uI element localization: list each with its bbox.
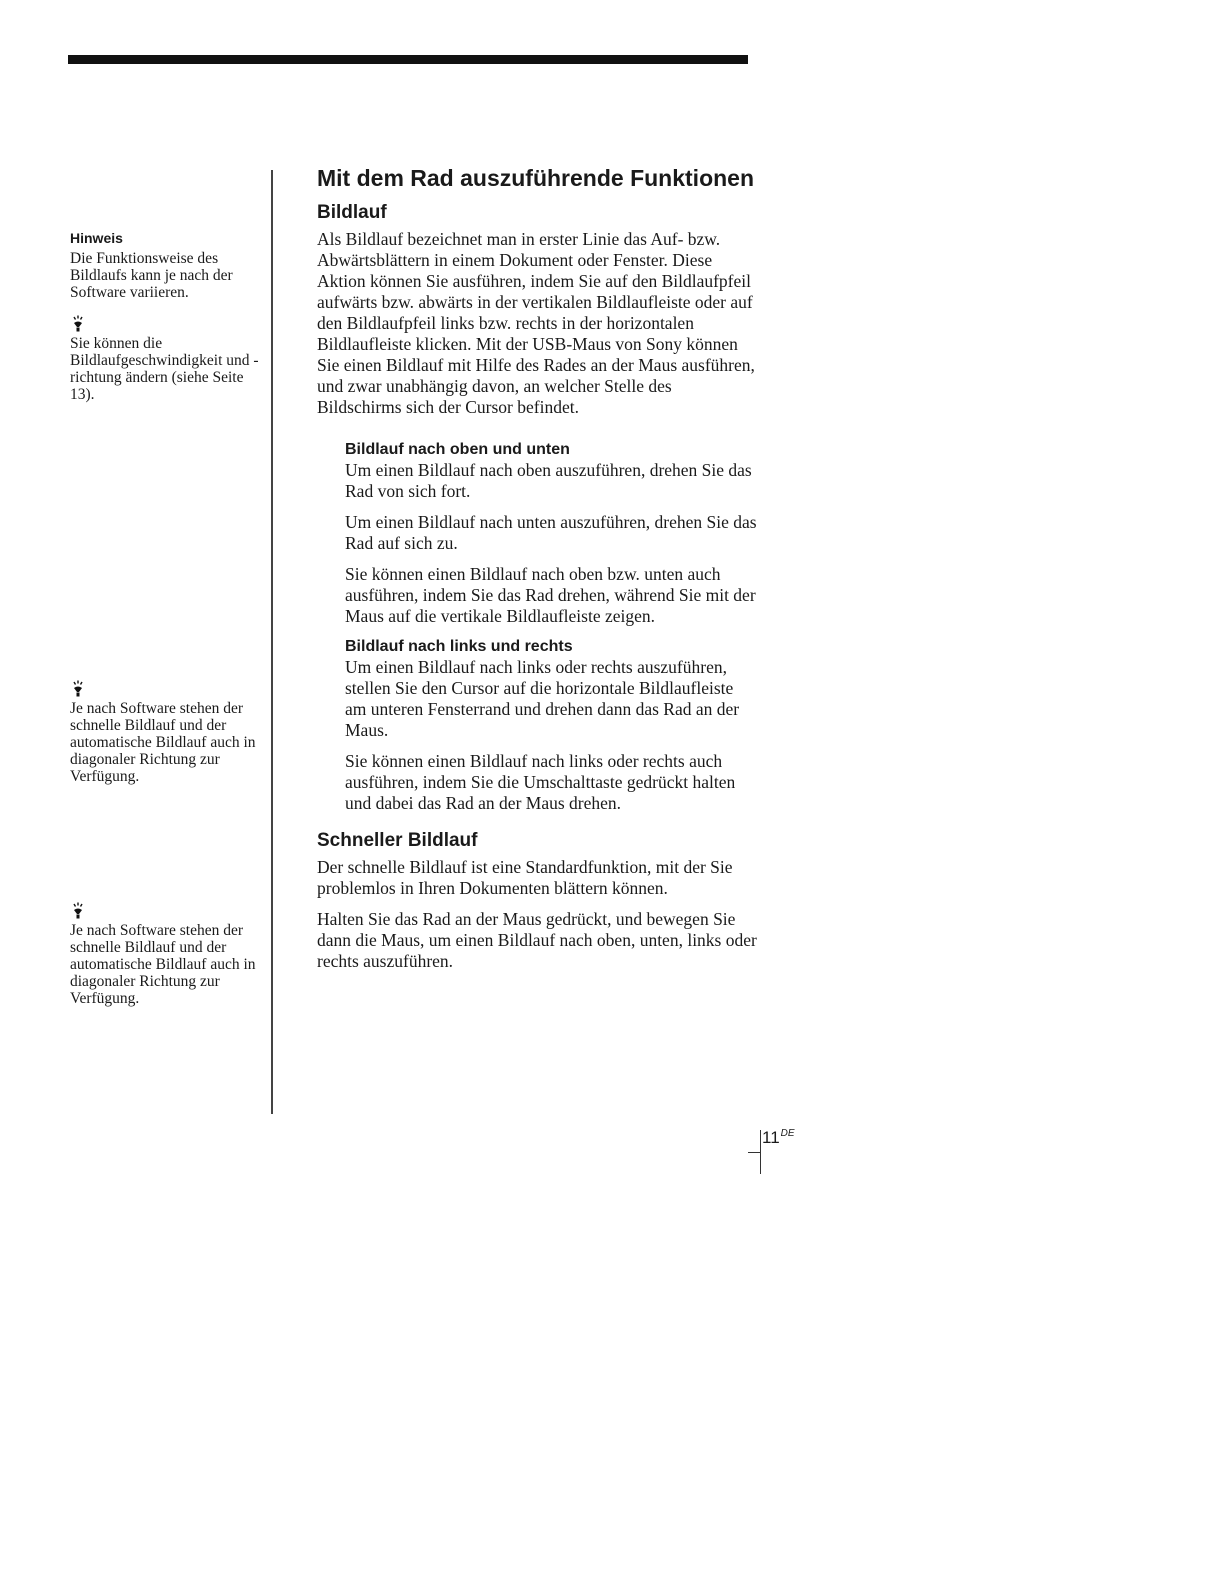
lightbulb-icon [70,902,86,920]
top-rule [68,55,748,64]
tip-1-text: Sie können die Bildlaufgeschwindigkeit und -richtung ändern (siehe Seite 13). [70,335,259,403]
note-text: Die Funktionsweise des Bildlaufs kann je nach der Software variieren. [70,250,233,301]
section-heading-scroll: Bildlauf [317,202,387,223]
page-marker-line [760,1130,761,1174]
page-number-suffix: DE [780,1128,795,1139]
updown-paragraph-2: Um einen Bildlauf nach unten auszuführen, drehen Sie das Rad auf sich zu. [345,512,757,553]
column-divider [271,170,273,1114]
note-title: Hinweis [70,230,123,246]
sidebar-tip-3 [70,902,266,1007]
leftright-paragraph-2: Sie können einen Bildlauf nach links oder rechts auch ausführen, indem Sie die Umschalttaste gedrückt halten und dabei das Rad an der Maus drehen. [345,751,736,813]
fast-paragraph-2: Halten Sie das Rad an der Maus gedrückt, und bewegen Sie dann die Maus, um einen Bildlauf nach oben, unten, links oder rechts auszuführen. [317,909,757,971]
sidebar-note [70,230,266,301]
page-number [762,1128,795,1148]
updown-paragraph-3: Sie können einen Bildlauf nach oben bzw. unten auch ausführen, indem Sie das Rad drehen, während Sie mit der Maus auf die vertikale Bildlaufleiste zeigen. [345,564,756,626]
subheading-leftright: Bildlauf nach links und rechts [345,638,573,655]
page-marker-tick [748,1152,760,1153]
page-number-value: 11 [762,1128,780,1147]
scroll-intro: Als Bildlauf bezeichnet man in erster Linie das Auf- bzw. Abwärtsblättern in einem Dokument oder Fenster. Diese Aktion können Sie ausführen, indem Sie auf den Bildlaufpfeil aufwärts bzw. abwärts in der vertikalen Bildlaufleiste oder auf den Bildlaufpfeil links bzw. rechts in der horizontalen Bildlaufleiste klicken. Mit der USB-Maus von Sony können Sie einen Bildlauf mit Hilfe des Rades an der Maus ausführen, und zwar unabhängig davon, an welcher Stelle des Bildschirms sich der Cursor befindet. [317,229,755,417]
subsection-updown [317,440,757,814]
tip-2-text: Je nach Software stehen der schnelle Bildlauf und der automatische Bildlauf auch in diagonaler Richtung zur Verfügung. [70,700,256,785]
tip-3-text: Je nach Software stehen der schnelle Bildlauf und der automatische Bildlauf auch in diagonaler Richtung zur Verfügung. [70,922,256,1007]
updown-paragraph-1: Um einen Bildlauf nach oben auszuführen, drehen Sie das Rad von sich fort. [345,460,752,501]
spacer [317,428,757,440]
lightbulb-icon [70,315,86,333]
lightbulb-icon [70,680,86,698]
page-title: Mit dem Rad auszuführende Funktionen [317,165,755,191]
sidebar-tip-1 [70,315,266,403]
leftright-paragraph-1: Um einen Bildlauf nach links oder rechts auszuführen, stellen Sie den Cursor auf die horizontale Bildlaufleiste am unteren Fensterrand und drehen dann das Rad an der Maus. [345,657,740,740]
subheading-updown: Bildlauf nach oben und unten [345,441,570,458]
sidebar-tip-2 [70,680,266,785]
fast-paragraph-1: Der schnelle Bildlauf ist eine Standardfunktion, mit der Sie problemlos in Ihren Dokumenten blättern können. [317,857,733,898]
section-heading-fast: Schneller Bildlauf [317,830,478,851]
main-content [317,164,757,982]
